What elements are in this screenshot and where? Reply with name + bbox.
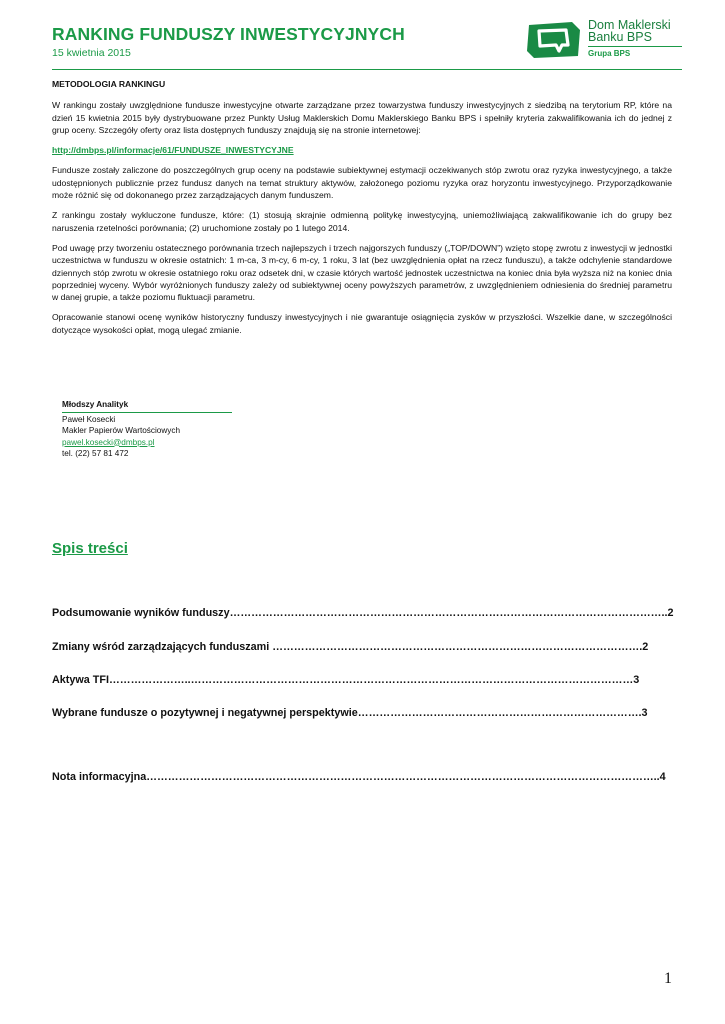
methodology-paragraph-4: Pod uwagę przy tworzeniu ostatecznego porównania trzech najlepszych i trzech najgorszych funduszy („TOP/DOWN”) wzięto stopę zwrotu z inwestycji w jednostki uczestnictwa w funduszu w okresie ostatnich: 1 m-ca, 3 m-cy, 6 m-cy, 1 roku, 3 lat (bez uwzględnienia opłat na rzecz funduszu), a także odchylenie standardowe dziennych stóp zwrotu w okresie ostatniego roku oraz odsetek dni, w czasie których wartość jednostek uczestnictwa na koniec dnia była wyższa niż na koniec dnia poprzedniej wyceny. Wybór wyróżnionych funduszy zależy od subiektywnej oceny powyższych parametrów, z uwzględnieniem odniesienia do średniej parametru w danej grupie, a także poziomu fluktuacji parametru. (52, 242, 672, 303)
toc-entry-label: Nota informacyjna (52, 771, 147, 783)
toc-entry-label: Zmiany wśród zarządzających funduszami (52, 641, 273, 653)
analyst-phone: tel. (22) 57 81 472 (62, 449, 129, 458)
methodology-paragraph-2: Fundusze zostały zaliczone do poszczególnych grup oceny na podstawie subiektywnej estymacji oczekiwanych stóp zwrotu oraz ryzyka inwestycyjnego, a także udostępnionych publicznie przez fundusz danych na temat struktury aktywów, założonego poziomu ryzyka oraz horyzontu inwestycyjnego. Przyporządkowanie może różnić się od dokonanego przez zarządzających danym funduszem. (52, 165, 672, 201)
toc-entry-page: 3 (641, 707, 648, 719)
toc-entry-dots: …………………..…………………………………………………………………………………………………………… (109, 674, 634, 686)
toc-entry-dots: ……………………………………………………………………. (357, 707, 642, 719)
toc-entry-label: Wybrane fundusze o pozytywnej i negatywnej perspektywie (52, 707, 358, 719)
toc-entry-manager-changes[interactable] (52, 641, 649, 653)
logo-mark-icon (526, 21, 582, 59)
page-header (52, 18, 682, 68)
analyst-role: Makler Papierów Wartościowych (62, 426, 180, 435)
toc-entry-summary[interactable] (52, 607, 674, 619)
methodology-paragraph-3: Z rankingu zostały wykluczone fundusze, które: (1) stosują skrajnie odmienną politykę inwestycyjną, uniemożliwiającą zakwalifikowanie ich do grupy bez naruszenia rzetelności porównania; (2) uruchomione zostały po 1 lutego 2014. (52, 210, 672, 233)
funds-link[interactable]: http://dmbps.pl/informacje/61/FUNDUSZE_INWESTYCYJNE (52, 145, 294, 156)
toc-entry-label: Podsumowanie wyników funduszy (52, 607, 230, 619)
report-date: 15 kwietnia 2015 (52, 47, 131, 59)
logo-text-line3: Grupa BPS (588, 49, 631, 58)
toc-entry-selected-funds[interactable] (52, 707, 648, 719)
logo-text-line2: Banku BPS (588, 30, 652, 44)
analyst-label: Młodszy Analityk (62, 399, 232, 413)
toc-entry-dots: ………………………………………………………………………………………………………….. (229, 607, 668, 619)
analyst-contact (62, 399, 232, 460)
toc-entry-information-note[interactable] (52, 771, 666, 783)
company-logo (526, 18, 682, 62)
toc-entry-dots: …………………………………………………………………………………………. (272, 641, 643, 653)
report-title: RANKING FUNDUSZY INWESTYCYJNYCH (52, 24, 405, 44)
methodology-paragraph-1: W rankingu zostały uwzględnione fundusze inwestycyjne otwarte zarządzane przez towarzystwa funduszy inwestycyjnych z siedzibą na terytorium RP, które na dzień 15 kwietnia 2015 były dystrybuowane przez Punkty Usług Maklerskich Domu Maklerskiego Banku BPS i spełniły kryteria zakwalifikowania ich do jednej z grup oceny. Szczegóły oferty oraz lista dostępnych funduszy znajdują się na stronie internetowej: (52, 100, 672, 135)
header-rule (52, 69, 682, 70)
logo-text-line1: Dom Maklerski (588, 18, 671, 32)
logo-divider (588, 46, 682, 47)
toc-title: Spis treści (52, 540, 128, 557)
methodology-paragraph-5: Opracowanie stanowi ocenę wyników historyczny funduszy inwestycyjnych i nie gwarantuje osiągnięcia zysków w przyszłości. Wszelkie dane, w szczególności dotyczące wysokości opłat, mogą ulegać zmianie. (52, 312, 672, 335)
toc-entry-page: 4 (659, 771, 666, 783)
toc-entry-page: 3 (633, 674, 640, 686)
analyst-email-link[interactable]: pawel.kosecki@dmbps.pl (62, 437, 155, 447)
methodology-section (52, 78, 672, 344)
toc-entry-label: Aktywa TFI (52, 674, 109, 686)
toc-entry-page: 2 (667, 607, 674, 619)
analyst-name: Paweł Kosecki (62, 414, 116, 424)
page-number: 1 (664, 970, 672, 987)
toc-entry-tfi-assets[interactable] (52, 674, 644, 686)
toc-entry-page: 2 (642, 641, 649, 653)
toc-entry-dots: …………………………………………………………………………………………………………………………….. (146, 771, 660, 783)
methodology-heading: METODOLOGIA RANKINGU (52, 79, 166, 89)
